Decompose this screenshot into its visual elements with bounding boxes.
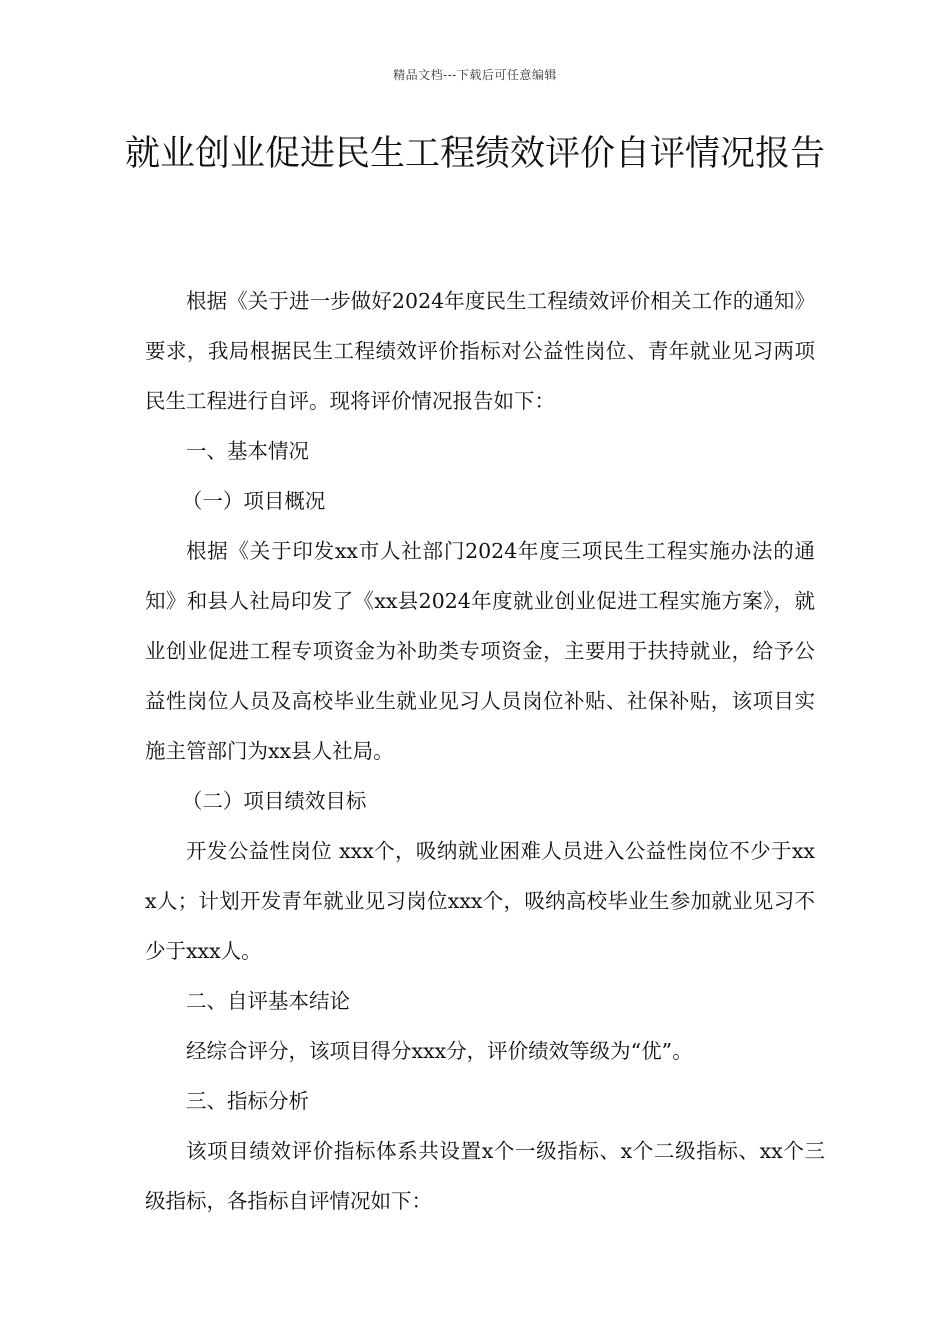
- document-body: [145, 276, 825, 1226]
- overview-paragraph: 根据《关于印发xx市人社部门2024年度三项民生工程实施办法的通知》和县人社局印发了《xx县2024年度就业创业促进工程实施方案》，就业创业促进工程专项资金为补助类专项资金，主要用于扶持就业，给予公益性岗位人员及高校毕业生就业见习人员岗位补贴、社保补贴，该项目实施主管部门为xx县人社局。: [145, 539, 815, 763]
- subsection-heading-overview: （一）项目概况: [181, 489, 326, 513]
- goals-paragraph: 开发公益性岗位 xxx个，吸纳就业困难人员进入公益性岗位不少于xxx人；计划开发青年就业见习岗位xxx个，吸纳高校毕业生参加就业见习不少于xxx人。: [145, 839, 815, 963]
- section-heading-indicators: 三、指标分析: [186, 1089, 309, 1113]
- header-note: 精品文档---下载后可任意编辑: [393, 68, 557, 82]
- section-heading-basic: 一、基本情况: [186, 439, 309, 463]
- subsection-heading-goals: （二）项目绩效目标: [181, 789, 367, 813]
- document-title: 就业创业促进民生工程绩效评价自评情况报告: [124, 134, 825, 174]
- section-heading-conclusion: 二、自评基本结论: [186, 989, 350, 1013]
- intro-paragraph: 根据《关于进一步做好2024年度民生工程绩效评价相关工作的通知》要求，我局根据民生工程绩效评价指标对公益性岗位、青年就业见习两项民生工程进行自评。现将评价情况报告如下：: [145, 289, 815, 413]
- conclusion-paragraph: 经综合评分，该项目得分xxx分，评价绩效等级为“优”。: [186, 1039, 693, 1063]
- indicators-paragraph: 该项目绩效评价指标体系共设置x个一级指标、x个二级指标、xx个三级指标，各指标自评情况如下：: [145, 1139, 825, 1213]
